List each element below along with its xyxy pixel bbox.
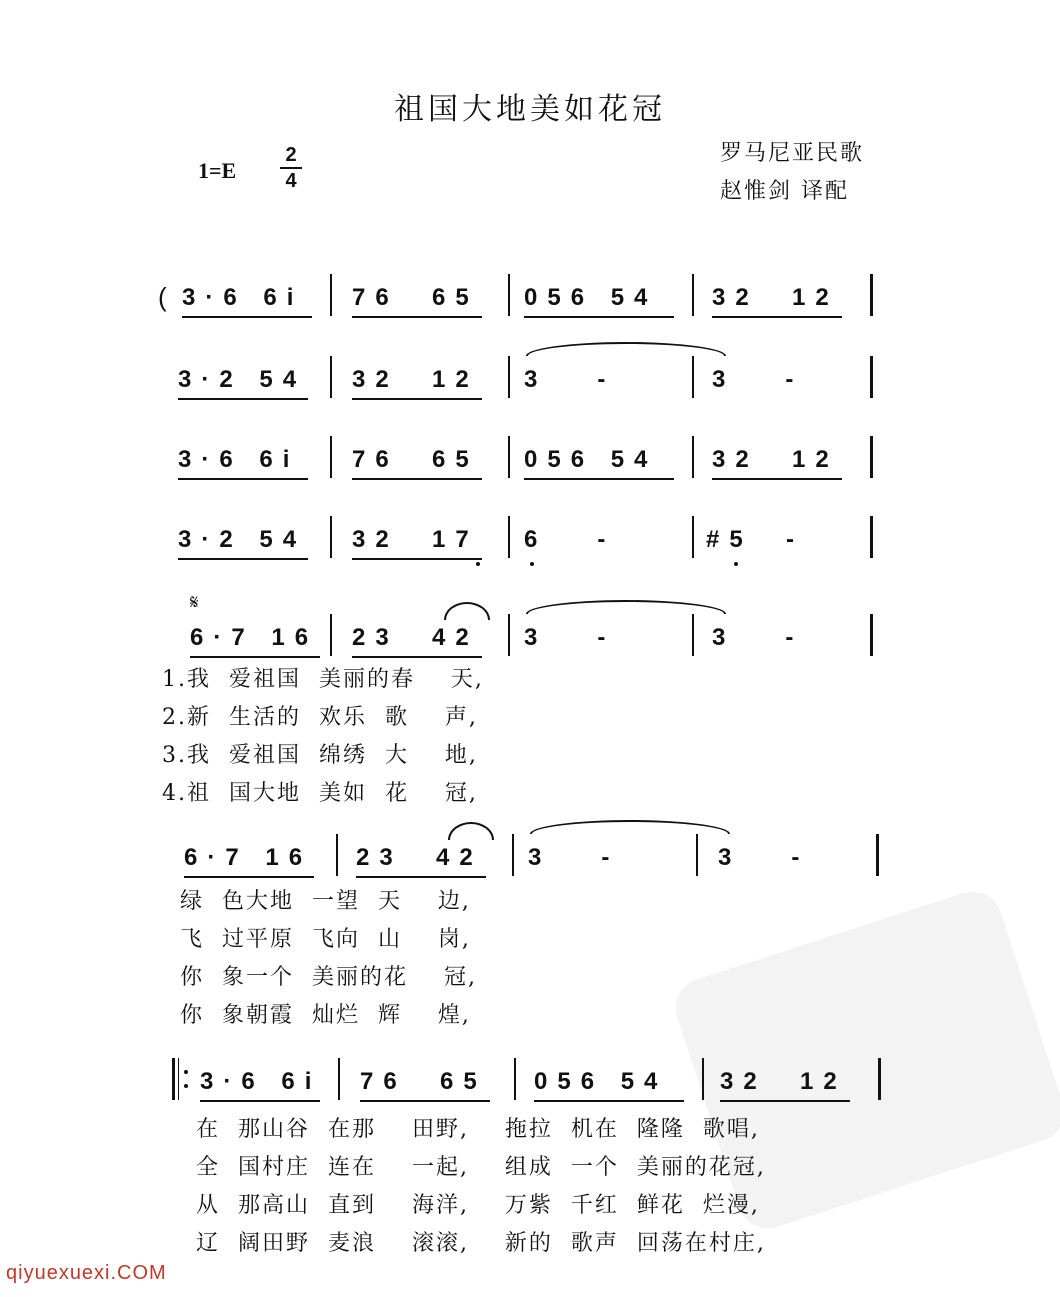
beam (200, 1100, 320, 1102)
beam (178, 478, 308, 480)
barline (702, 1058, 704, 1100)
barline (336, 834, 338, 876)
barline (508, 436, 510, 478)
measure: 3 - (718, 844, 810, 871)
repeat-start-icon (172, 1058, 182, 1100)
measure: 76 65 (352, 284, 479, 311)
site-watermark: qiyuexuexi.COM (6, 1262, 167, 1284)
staff-5 (0, 590, 1060, 670)
beam (352, 398, 482, 400)
beam (178, 398, 308, 400)
beam (712, 316, 842, 318)
tie-arc (526, 342, 726, 356)
barline (870, 274, 873, 316)
measure: 32 17 (352, 526, 479, 553)
lyric-line: 在 那山谷 在那 田野, 拖拉 机在 隆隆 歌唱, (196, 1117, 760, 1142)
meter-bottom: 4 (285, 170, 297, 192)
measure: 6·7 16 (184, 844, 313, 871)
measure: 32 12 (352, 366, 479, 393)
low-octave-dot (530, 562, 534, 566)
barline (330, 356, 332, 398)
beam (182, 316, 312, 318)
low-octave-dot (476, 562, 480, 566)
measure: 23 42 (356, 844, 483, 871)
staff-3 (0, 432, 1060, 492)
measure: 3·6 6i (200, 1068, 322, 1095)
beam (352, 478, 482, 480)
time-signature (280, 144, 302, 192)
meter-top: 2 (285, 144, 297, 166)
beam (352, 558, 482, 560)
lyric-line: 飞 过平原 飞向 山 岗, (180, 927, 471, 952)
measure: 056 54 (524, 284, 658, 311)
measure: 3·2 54 (178, 366, 307, 393)
measure: 3·6 6i (178, 446, 300, 473)
measure: 3 - (524, 366, 616, 393)
lyric-line: 3.我 爱祖国 绵绣 大 地, (162, 743, 478, 768)
barline (330, 614, 332, 656)
lyric-line: 你 象朝霞 灿烂 辉 煌, (180, 1003, 471, 1028)
measure: 76 65 (352, 446, 479, 473)
segno-icon: 𝄋 (190, 590, 199, 614)
barline (508, 356, 510, 398)
lyric-line: 1.我 爱祖国 美丽的春 天, (162, 667, 484, 692)
measure: 3 - (528, 844, 620, 871)
song-origin: 罗马尼亚民歌 (720, 141, 865, 166)
beam (184, 876, 314, 878)
barline (514, 1058, 516, 1100)
measure: 23 42 (352, 624, 479, 651)
barline (696, 834, 698, 876)
open-paren: ( (158, 282, 167, 312)
barline (508, 516, 510, 558)
staff-7 (0, 1054, 1060, 1114)
measure: 6 - (524, 526, 616, 553)
beam (352, 316, 482, 318)
lyric-line: 全 国村庄 连在 一起, 组成 一个 美丽的花冠, (196, 1155, 766, 1180)
measure: 32 12 (712, 284, 839, 311)
barline (692, 274, 694, 316)
beam (534, 1100, 684, 1102)
watermark-label: PDG (943, 1159, 992, 1195)
beam (524, 316, 674, 318)
staff-2 (0, 352, 1060, 412)
barline (508, 614, 510, 656)
staff-6 (0, 830, 1060, 890)
barline (692, 516, 694, 558)
tie-arc (530, 820, 730, 834)
barline (878, 1058, 881, 1100)
barline (330, 516, 332, 558)
measure: 056 54 (534, 1068, 668, 1095)
song-arranger: 赵惟剑 译配 (720, 179, 849, 204)
measure: 056 54 (524, 446, 658, 473)
barline (692, 614, 694, 656)
beam (720, 1100, 850, 1102)
barline (870, 614, 873, 656)
measure: 76 65 (360, 1068, 487, 1095)
lyric-line: 从 那高山 直到 海洋, 万紫 千红 鲜花 烂漫, (196, 1193, 760, 1218)
barline (512, 834, 514, 876)
measure: 3 - (712, 624, 804, 651)
barline (692, 436, 694, 478)
beam (190, 656, 320, 658)
key-signature: 1=E (198, 158, 237, 183)
slur-arc (444, 602, 490, 620)
barline (870, 516, 873, 558)
lyric-line: 辽 阔田野 麦浪 滚滚, 新的 歌声 回荡在村庄, (196, 1231, 766, 1256)
barline (330, 274, 332, 316)
beam (352, 656, 482, 658)
barline (338, 1058, 340, 1100)
beam (178, 558, 308, 560)
beam (524, 478, 674, 480)
barline (870, 436, 873, 478)
measure: 6·7 16 (190, 624, 319, 651)
staff-1 (0, 270, 1060, 330)
staff-4 (0, 512, 1060, 572)
measure: #5 - (706, 526, 805, 553)
barline (870, 356, 873, 398)
measure: 3 - (712, 366, 804, 393)
slur-arc (448, 822, 494, 840)
barline (330, 436, 332, 478)
tie-arc (526, 600, 726, 614)
measure: 3·6 6i (182, 284, 304, 311)
measure: 3 - (524, 624, 616, 651)
barline (876, 834, 879, 876)
beam (712, 478, 842, 480)
barline (692, 356, 694, 398)
barline (508, 274, 510, 316)
lyric-line: 2.新 生活的 欢乐 歌 声, (162, 705, 478, 730)
lyric-line: 绿 色大地 一望 天 边, (180, 889, 471, 914)
meter-line (280, 167, 302, 169)
lyric-line: 4.祖 国大地 美如 花 冠, (162, 781, 478, 806)
low-octave-dot (734, 562, 738, 566)
beam (360, 1100, 490, 1102)
song-title: 祖国大地美如花冠 (394, 92, 666, 127)
lyric-line: 你 象一个 美丽的花 冠, (180, 965, 477, 990)
beam (356, 876, 486, 878)
measure: 3·2 54 (178, 526, 307, 553)
measure: 32 12 (720, 1068, 847, 1095)
measure: 32 12 (712, 446, 839, 473)
